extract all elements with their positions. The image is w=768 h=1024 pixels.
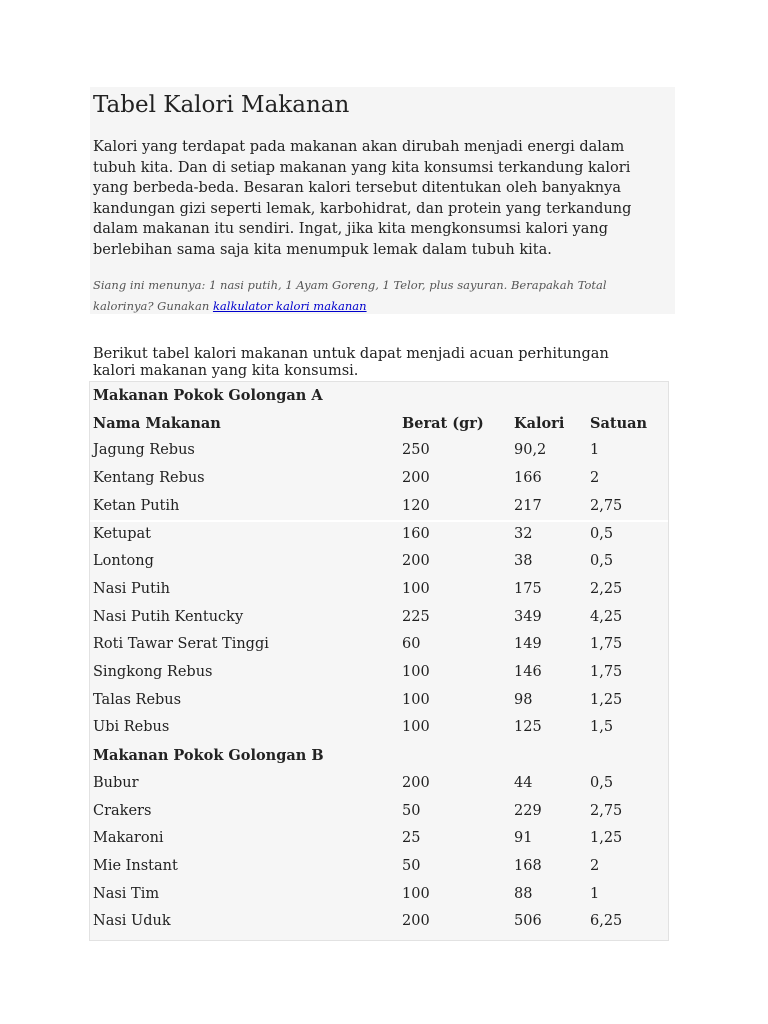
col-nama-makanan-cell: Crakers — [93, 802, 152, 819]
col-kalori-cell: 168 — [514, 857, 542, 874]
col-berat-cell: 60 — [402, 636, 421, 653]
col-berat-cell: 100 — [402, 719, 430, 736]
col-kalori-cell: 91 — [514, 830, 533, 847]
col-kalori-cell: 506 — [514, 913, 542, 930]
col-berat-cell: 120 — [402, 497, 430, 514]
col-berat-cell: 50 — [402, 802, 421, 819]
col-kalori-cell: 98 — [514, 691, 533, 708]
col-satuan-cell: 0,5 — [590, 553, 614, 570]
table-row — [93, 631, 665, 659]
col-kalori-cell: 90,2 — [514, 442, 547, 459]
col-satuan-cell: 2,75 — [590, 497, 623, 514]
col-kalori-cell: 166 — [514, 470, 542, 487]
col-berat-cell: 200 — [402, 913, 430, 930]
header-col-berat: Berat (gr) — [402, 414, 484, 432]
col-nama-makanan-cell: Roti Tawar Serat Tinggi — [93, 636, 269, 653]
table-row — [93, 576, 665, 604]
col-satuan-cell: 0,5 — [590, 525, 614, 542]
group-heading — [93, 382, 665, 410]
menu-note-text: Siang ini menunya: 1 nasi putih, 1 Ayam Goreng, 1 Telor, plus sayuran. Berapakah Total kalorinya? Gunakan — [93, 278, 607, 313]
col-nama-makanan-cell: Singkong Rebus — [93, 664, 213, 680]
col-satuan-cell: 1,25 — [590, 691, 623, 708]
col-kalori-cell: 229 — [514, 802, 542, 819]
header-col-kalori: Kalori — [514, 414, 565, 432]
col-kalori-cell: 175 — [514, 580, 542, 597]
table-intro: Berikut tabel kalori makanan untuk dapat menjadi acuan perhitungan kalori makanan yang kita konsumsi. — [93, 346, 609, 379]
table-row — [93, 548, 665, 576]
col-satuan-cell: 2,75 — [590, 802, 623, 819]
col-kalori-cell: 32 — [514, 525, 533, 542]
col-satuan-cell: 1 — [590, 885, 600, 902]
group-heading-label: Makanan Pokok Golongan B — [93, 747, 324, 765]
menu-note — [93, 275, 668, 317]
col-nama-makanan-cell: Lontong — [93, 553, 154, 570]
col-berat-cell: 25 — [402, 830, 421, 847]
table-row — [93, 825, 665, 853]
col-berat-cell: 50 — [402, 857, 421, 874]
col-satuan-cell: 1,5 — [590, 719, 614, 736]
table-row — [93, 853, 665, 881]
table-row — [93, 604, 665, 632]
col-kalori-cell: 38 — [514, 553, 533, 570]
col-berat-cell: 160 — [402, 525, 430, 542]
col-satuan-cell: 0,5 — [590, 774, 614, 791]
col-kalori-cell: 88 — [514, 885, 533, 902]
page-title: Tabel Kalori Makanan — [93, 92, 350, 118]
col-kalori-cell: 44 — [514, 774, 533, 791]
col-berat-cell: 200 — [402, 774, 430, 791]
table-row — [93, 437, 665, 465]
col-berat-cell: 100 — [402, 580, 430, 597]
col-berat-cell: 100 — [402, 664, 430, 680]
col-nama-makanan-cell: Bubur — [93, 774, 139, 791]
table-row — [93, 659, 665, 687]
col-berat-cell: 200 — [402, 553, 430, 570]
col-satuan-cell: 1,75 — [590, 636, 623, 653]
col-nama-makanan-cell: Nasi Putih Kentucky — [93, 608, 244, 625]
calorie-calculator-link[interactable]: kalkulator kalori makanan — [212, 299, 367, 313]
col-berat-cell: 100 — [402, 885, 430, 902]
col-nama-makanan-cell: Ketupat — [93, 525, 151, 542]
col-kalori-cell: 349 — [514, 608, 542, 625]
col-kalori-cell: 149 — [514, 636, 542, 653]
group-heading — [93, 742, 665, 770]
col-kalori-cell: 217 — [514, 497, 542, 514]
col-nama-makanan-cell: Ketan Putih — [93, 497, 180, 514]
table-row — [93, 521, 665, 549]
table-row — [93, 881, 665, 909]
col-nama-makanan-cell: Nasi Tim — [93, 885, 160, 902]
col-berat-cell: 200 — [402, 470, 430, 487]
table-row — [93, 770, 665, 798]
col-nama-makanan-cell: Jagung Rebus — [93, 442, 195, 459]
col-satuan-cell: 1,75 — [590, 664, 623, 680]
table-row — [93, 687, 665, 715]
col-nama-makanan-cell: Nasi Putih — [93, 580, 170, 597]
col-berat-cell: 225 — [402, 608, 430, 625]
group-heading-label: Makanan Pokok Golongan A — [93, 387, 323, 404]
col-nama-makanan-cell: Mie Instant — [93, 857, 178, 874]
table-row — [93, 714, 665, 742]
col-satuan-cell: 2 — [590, 470, 600, 487]
col-satuan-cell: 1,25 — [590, 830, 623, 847]
col-nama-makanan-cell: Nasi Uduk — [93, 913, 171, 930]
col-nama-makanan-cell: Talas Rebus — [93, 691, 182, 708]
header-col-nama-makanan: Nama Makanan — [93, 414, 221, 432]
col-nama-makanan-cell: Kentang Rebus — [93, 470, 205, 487]
table-row — [93, 798, 665, 826]
intro-paragraph: Kalori yang terdapat pada makanan akan dirubah menjadi energi dalam tubuh kita. Dan di setiap makanan yang kita konsumsi terkandung kalori yang berbeda-beda. Besaran kalori tersebut ditentukan oleh banyaknya kandungan gizi seperti lemak, karbohidrat, dan protein yang terkandung dalam makanan itu sendiri. Ingat, jika kita mengkonsumsi kalori yang berlebihan sama saja kita menumpuk lemak dalam tubuh kita. — [93, 139, 632, 258]
col-satuan-cell: 2,25 — [590, 580, 623, 597]
col-satuan-cell: 6,25 — [590, 913, 623, 930]
col-kalori-cell: 146 — [514, 664, 542, 680]
table-row — [93, 908, 665, 936]
table-row — [93, 493, 665, 521]
col-berat-cell: 100 — [402, 691, 430, 708]
col-satuan-cell: 4,25 — [590, 608, 623, 625]
col-satuan-cell: 1 — [590, 442, 600, 459]
header-col-satuan: Satuan — [590, 414, 648, 432]
table-row — [93, 465, 665, 493]
table-header — [93, 410, 665, 438]
col-satuan-cell: 2 — [590, 857, 600, 874]
col-kalori-cell: 125 — [514, 719, 542, 736]
col-nama-makanan-cell: Makaroni — [93, 830, 164, 847]
col-nama-makanan-cell: Ubi Rebus — [93, 719, 170, 736]
col-berat-cell: 250 — [402, 442, 430, 459]
